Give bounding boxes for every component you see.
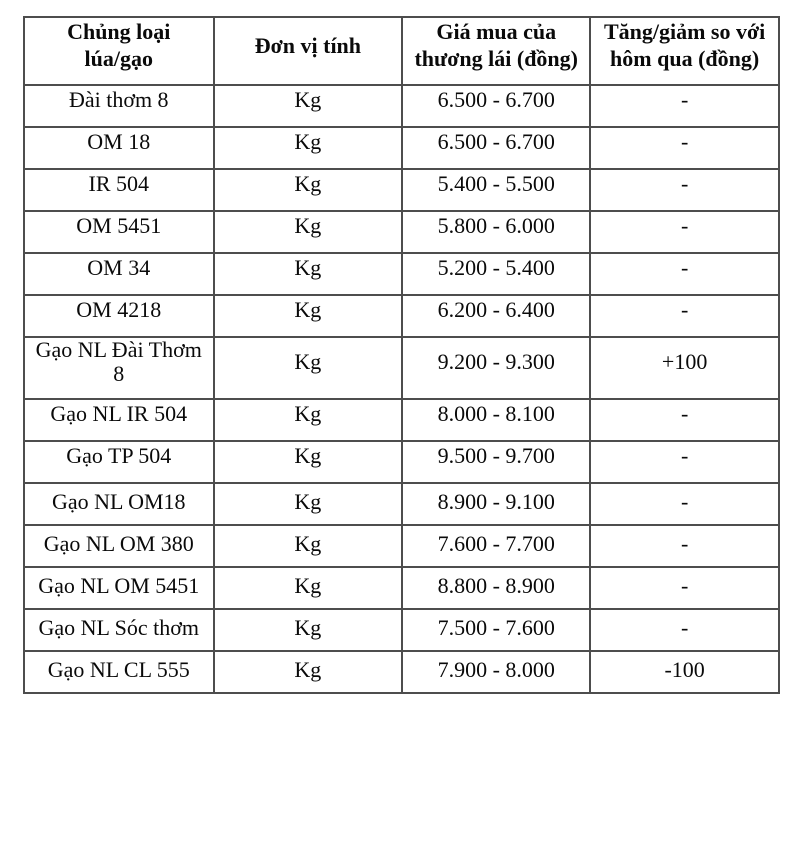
cell-variety: OM 34	[24, 253, 214, 295]
cell-change: -100	[590, 651, 779, 693]
table-row	[24, 651, 779, 693]
table-row	[24, 337, 779, 399]
cell-unit: Kg	[214, 525, 403, 567]
cell-unit: Kg	[214, 253, 403, 295]
cell-price-range: 7.500 - 7.600	[402, 609, 590, 651]
cell-variety: Gạo NL OM18	[24, 483, 214, 525]
price-table-container	[23, 16, 780, 694]
cell-unit: Kg	[214, 441, 403, 483]
cell-change: -	[590, 609, 779, 651]
cell-price-range: 9.200 - 9.300	[402, 337, 590, 399]
cell-variety: Gạo NL Đài Thơm 8	[24, 337, 214, 399]
table-row	[24, 609, 779, 651]
cell-unit: Kg	[214, 211, 403, 253]
cell-unit: Kg	[214, 85, 403, 127]
cell-unit: Kg	[214, 651, 403, 693]
cell-change: -	[590, 169, 779, 211]
table-row	[24, 441, 779, 483]
cell-change: -	[590, 567, 779, 609]
column-header-2: Giá mua của thương lái (đồng)	[402, 17, 590, 85]
column-header-1: Đơn vị tính	[214, 17, 403, 85]
cell-change: -	[590, 253, 779, 295]
cell-unit: Kg	[214, 567, 403, 609]
column-header-0: Chủng loại lúa/gạo	[24, 17, 214, 85]
table-row	[24, 211, 779, 253]
cell-change: -	[590, 483, 779, 525]
cell-price-range: 6.500 - 6.700	[402, 85, 590, 127]
cell-unit: Kg	[214, 169, 403, 211]
cell-price-range: 7.900 - 8.000	[402, 651, 590, 693]
table-row	[24, 169, 779, 211]
cell-price-range: 8.900 - 9.100	[402, 483, 590, 525]
cell-variety: Gạo TP 504	[24, 441, 214, 483]
cell-variety: Gạo NL Sóc thơm	[24, 609, 214, 651]
table-header	[24, 17, 779, 85]
cell-variety: OM 4218	[24, 295, 214, 337]
cell-change: -	[590, 525, 779, 567]
cell-change: -	[590, 441, 779, 483]
cell-variety: OM 18	[24, 127, 214, 169]
cell-change: -	[590, 127, 779, 169]
cell-price-range: 6.500 - 6.700	[402, 127, 590, 169]
cell-variety: IR 504	[24, 169, 214, 211]
cell-variety: Đài thơm 8	[24, 85, 214, 127]
cell-variety: Gạo NL OM 5451	[24, 567, 214, 609]
cell-price-range: 8.000 - 8.100	[402, 399, 590, 441]
cell-change: -	[590, 211, 779, 253]
cell-price-range: 6.200 - 6.400	[402, 295, 590, 337]
cell-change: -	[590, 295, 779, 337]
cell-price-range: 9.500 - 9.700	[402, 441, 590, 483]
cell-unit: Kg	[214, 609, 403, 651]
cell-variety: Gạo NL CL 555	[24, 651, 214, 693]
cell-unit: Kg	[214, 483, 403, 525]
table-row	[24, 253, 779, 295]
cell-change: -	[590, 85, 779, 127]
table-row	[24, 295, 779, 337]
cell-variety: Gạo NL OM 380	[24, 525, 214, 567]
table-row	[24, 127, 779, 169]
header-row	[24, 17, 779, 85]
cell-price-range: 5.200 - 5.400	[402, 253, 590, 295]
cell-unit: Kg	[214, 399, 403, 441]
table-row	[24, 525, 779, 567]
cell-price-range: 7.600 - 7.700	[402, 525, 590, 567]
cell-price-range: 5.400 - 5.500	[402, 169, 590, 211]
cell-unit: Kg	[214, 295, 403, 337]
table-row	[24, 399, 779, 441]
table-body	[24, 85, 779, 693]
cell-change: -	[590, 399, 779, 441]
table-row	[24, 483, 779, 525]
cell-price-range: 5.800 - 6.000	[402, 211, 590, 253]
cell-variety: Gạo NL IR 504	[24, 399, 214, 441]
cell-unit: Kg	[214, 337, 403, 399]
cell-unit: Kg	[214, 127, 403, 169]
table-row	[24, 85, 779, 127]
cell-price-range: 8.800 - 8.900	[402, 567, 590, 609]
cell-variety: OM 5451	[24, 211, 214, 253]
cell-change: +100	[590, 337, 779, 399]
column-header-3: Tăng/giảm so với hôm qua (đồng)	[590, 17, 779, 85]
table-row	[24, 567, 779, 609]
rice-price-table	[23, 16, 780, 694]
